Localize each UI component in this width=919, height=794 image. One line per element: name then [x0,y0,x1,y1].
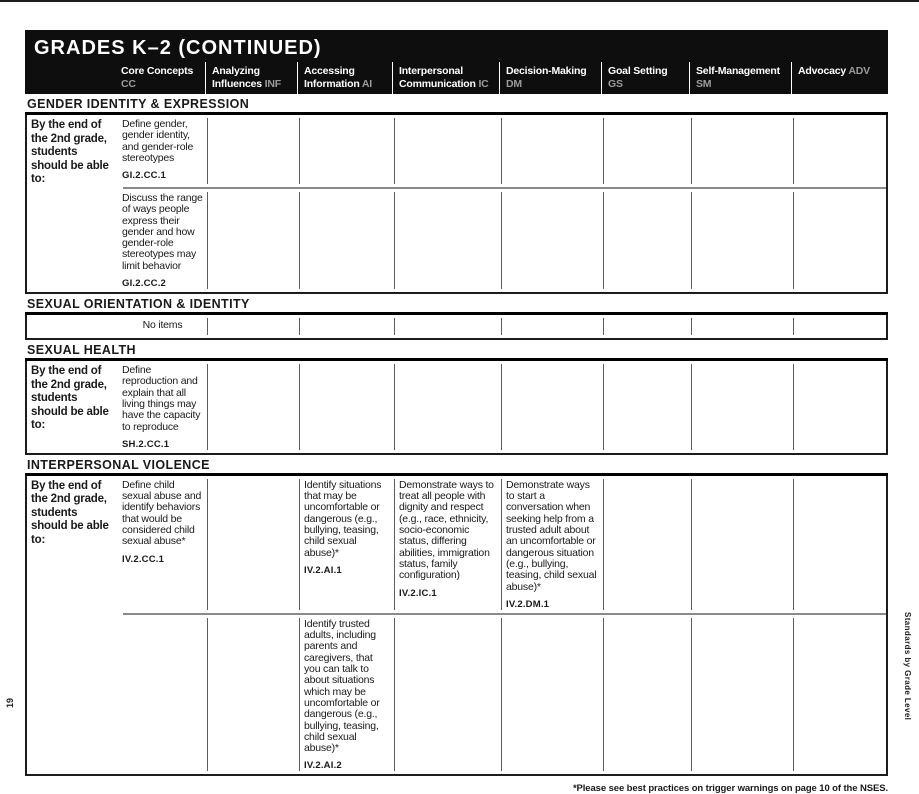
cell-empty [394,115,501,187]
cell-empty [691,615,793,775]
cell-empty [207,189,299,292]
cell-empty [501,615,603,775]
row-label-empty [27,315,117,338]
column-code: ADV [848,65,870,77]
cell-empty [207,615,299,775]
standard-text: Define gender, gender identity, and gender-role stereotypes [122,118,194,164]
standard-text: Identify trusted adults, including parents and caregivers, that you can talk to about situations which may be uncomfortable or dangerous (e.g., bullying, teasing, child sexual abuse)* [304,617,380,755]
standard-code: SH.2.CC.1 [122,438,170,450]
column-header-interpersonal-communication [392,62,499,94]
column-header-decision-making [499,62,601,94]
standard-text: Demonstrate ways to treat all people with dignity and respect (e.g., race, ethnicity, socio-economic status, differing abilities, immigration status, family configuration) [399,478,494,582]
row-label: By the end of the 2nd grade, students should be able to: [31,479,109,546]
table-row [27,115,886,187]
column-header-self-management [689,62,791,94]
cell-iv-cc-1 [117,476,207,613]
column-label: Goal Setting [608,65,668,77]
column-label: Influences [212,77,262,90]
column-code: SM [696,77,712,90]
cell-empty [501,115,603,187]
table-row [27,615,886,775]
cell-empty [691,115,793,187]
row-label-empty [27,189,117,292]
column-label: Self-Management [696,65,780,77]
column-label: Advocacy [798,65,847,77]
standard-text: No items [142,319,183,332]
sidebar-section-label: Standards by Grade Level [903,611,912,720]
column-label: Core Concepts [121,65,194,77]
cell-empty [603,115,691,187]
row-label-empty [27,615,117,775]
cell-empty [603,476,691,613]
cell-empty [691,189,793,292]
column-label: Communication [399,77,476,90]
cell-empty [691,315,793,338]
column-code: IC [478,77,489,90]
page-content [25,30,888,794]
cell-empty [793,115,886,187]
table-row [27,476,886,613]
cell-gi-cc-1 [117,115,207,187]
cell-iv-ic-1 [394,476,501,613]
column-header-analyzing-influences [205,62,297,94]
column-label: Accessing [304,65,355,77]
cell-empty [207,476,299,613]
cell-empty [299,189,394,292]
page-number: 19 [5,697,15,708]
standard-text: Discuss the range of ways people express their gender and how gender-role stereotypes may limit behavior [122,192,203,272]
standards-table-sexual-health [25,361,888,455]
cell-empty [793,189,886,292]
column-label: Analyzing [212,65,260,77]
cell-empty [394,315,501,338]
cell-empty [394,615,501,775]
trigger-warning-footnote: *Please see best practices on trigger warnings on page 10 of the NSES. [572,783,888,794]
cell-empty [207,115,299,187]
standard-text: Define reproduction and explain that all living things may have the capacity to reproduce [122,364,201,433]
standard-code: IV.2.AI.2 [304,760,342,772]
cell-empty [501,361,603,453]
cell-empty [793,315,886,338]
cell-iv-dm-1 [501,476,603,613]
column-code: AI [361,77,372,90]
standard-text: Demonstrate ways to start a conversation when seeking help from a trusted adult about an uncomfortable or dangerous situation (e.g., bullying, teasing, child sexual abuse)* [506,478,597,593]
column-label: Interpersonal [399,65,463,77]
cell-empty [603,315,691,338]
column-code: INF [264,77,281,90]
standard-code: IV.2.AI.1 [304,564,342,576]
cell-gi-cc-2 [117,189,207,292]
column-header-core-concepts [115,62,205,94]
cell-so-no-items [117,315,207,338]
cell-empty [691,476,793,613]
column-label: Decision-Making [506,65,587,77]
page-top-rule [0,0,919,2]
cell-empty [793,361,886,453]
cell-empty [117,615,207,775]
standard-code: GI.2.CC.1 [122,170,167,182]
section-heading-sexual-orientation-identity: SEXUAL ORIENTATION & IDENTITY [25,296,888,315]
standard-text: Define child sexual abuse and identify behaviors that would be considered child sexual abuse* [122,478,202,548]
cell-empty [603,361,691,453]
cell-empty [207,361,299,453]
column-header-goal-setting [601,62,689,94]
standards-table-sexual-orientation [25,315,888,340]
standard-code: IV.2.IC.1 [399,587,437,599]
cell-empty [299,361,394,453]
standard-code: GI.2.CC.2 [122,278,167,290]
column-header-accessing-information [297,62,392,94]
row-label: By the end of the 2nd grade, students should be able to: [31,365,109,432]
column-label: Information [304,77,360,90]
cell-empty [299,315,394,338]
standard-code: IV.2.CC.1 [122,553,165,565]
table-row [27,315,886,338]
cell-empty [394,189,501,292]
cell-empty [299,115,394,187]
column-code: CC [121,77,136,90]
standards-table-interpersonal-violence [25,476,888,777]
cell-empty [793,615,886,775]
cell-empty [793,476,886,613]
column-header-row [25,62,888,94]
cell-empty [691,361,793,453]
column-header-spacer [25,62,115,94]
table-row [27,361,886,453]
standard-code: IV.2.DM.1 [506,598,550,610]
cell-empty [501,189,603,292]
cell-empty [394,361,501,453]
cell-iv-ai-1 [299,476,394,613]
cell-empty [603,615,691,775]
section-heading-gender-identity-expression: GENDER IDENTITY & EXPRESSION [25,96,888,115]
cell-sh-cc-1 [117,361,207,453]
column-code: GS [608,77,623,90]
cell-iv-ai-2 [299,615,394,775]
standard-text: Identify situations that may be uncomfortable or dangerous (e.g., bullying, teasing, child sexual abuse)* [304,478,382,559]
table-row [27,189,886,292]
cell-empty [603,189,691,292]
table-header-bar [25,30,888,94]
column-code: DM [506,77,522,90]
row-label: By the end of the 2nd grade, students should be able to: [31,119,109,185]
section-heading-sexual-health: SEXUAL HEALTH [25,342,888,361]
cell-empty [501,315,603,338]
section-heading-interpersonal-violence: INTERPERSONAL VIOLENCE [25,457,888,476]
cell-empty [207,315,299,338]
page-title: GRADES K–2 (CONTINUED) [34,37,322,59]
standards-table-gender-identity [25,115,888,294]
column-header-advocacy [791,62,888,94]
